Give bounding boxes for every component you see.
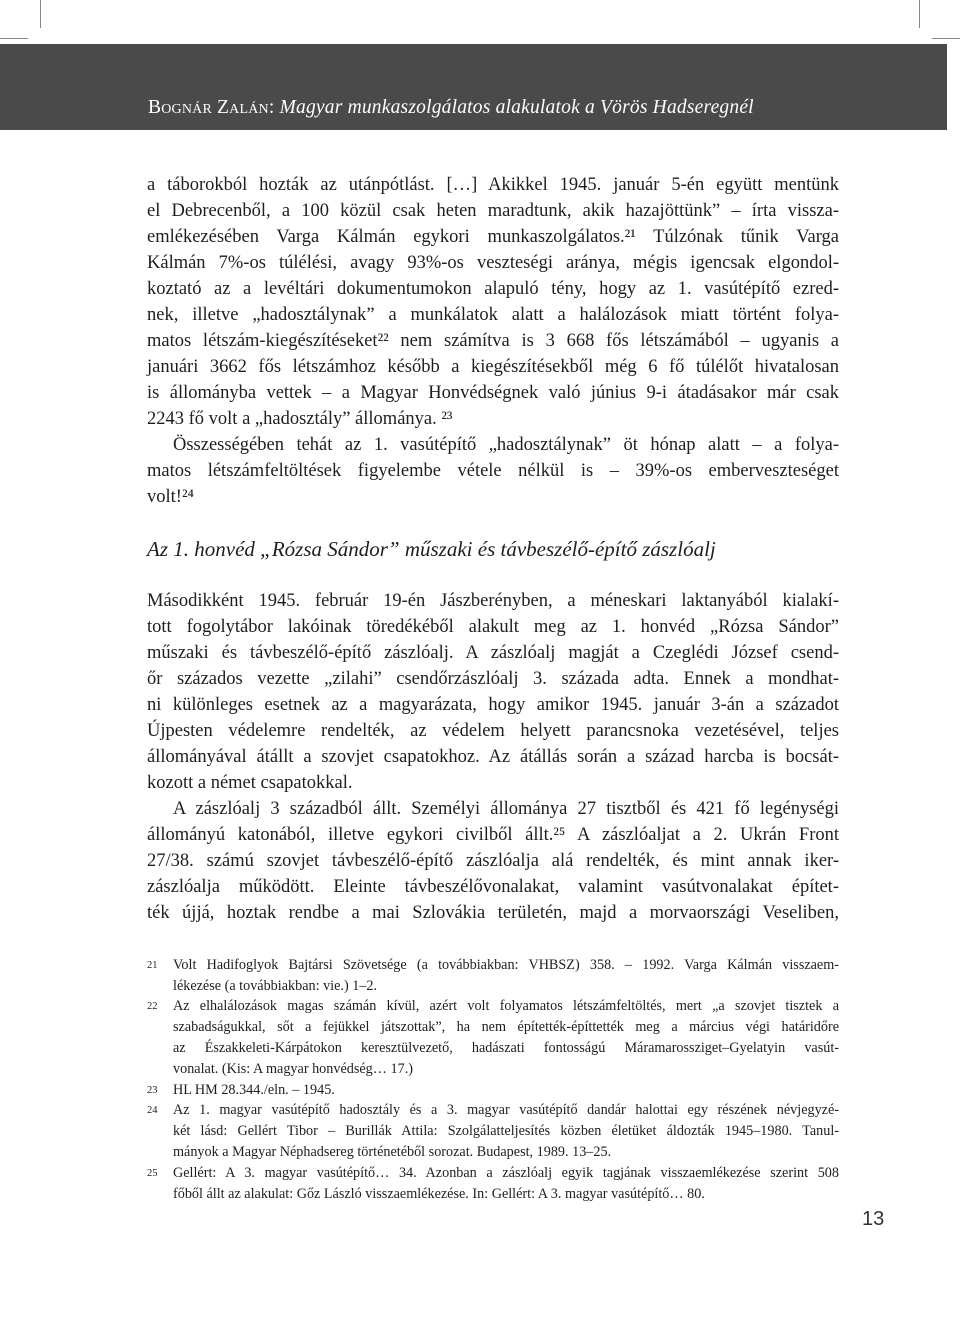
body-line: Összességében tehát az 1. vasútépítő „hadosztálynak” öt hónap alatt – a folya- (173, 435, 839, 455)
body-line: matos létszámfeltöltések figyelembe vétele nélkül is – 39%-os emberveszteséget (147, 461, 839, 481)
body-line: emlékezésében Varga Kálmán egykori munkaszolgálatos.²¹ Túlzónak tűnik Varga (147, 227, 839, 247)
crop-mark (919, 0, 920, 28)
body-line: a táborokból hozták az utánpótlást. […] Akikkel 1945. január 5-én együtt mentünk (147, 175, 839, 195)
body-line: matos létszám-kiegészítéseket²² nem számítva is 3 668 fős létszámából – ugyanis a (147, 331, 839, 351)
body-line: A zászlóalj 3 századból állt. Személyi állománya 27 tisztből és 421 fő legénységi (173, 799, 839, 819)
crop-mark (932, 38, 960, 39)
running-header (148, 97, 754, 119)
body-line: tott fogolytábor lakóinak töredékéből alakult meg az 1. honvéd „Rózsa Sándor” (147, 617, 839, 637)
body-line: állományával átállt a szovjet csapatokhoz. Az átállás során a század harcba is bocsát- (147, 747, 839, 767)
body-line: Kálmán 7%-os túlélési, avagy 93%-os veszteségi aránya, mégis igencsak elgondol- (147, 253, 839, 273)
body-line: 27/38. számú szovjet távbeszélő-építő zászlóalja alá rendelték, és mint annak iker- (147, 851, 839, 871)
footnote-number: 25 (147, 1168, 158, 1179)
footnote-number: 24 (147, 1105, 158, 1116)
header-author: Bognár Zalán: (148, 97, 275, 118)
body-line: is állományba vettek – a Magyar Honvédségnek való június 9-i átadásakor már csak (147, 383, 839, 403)
header-title: Magyar munkaszolgálatos alakulatok a Vörös Hadseregnél (279, 97, 754, 118)
crop-mark (40, 0, 41, 28)
footnote-line: Az 1. magyar vasútépítő hadosztály és a 3. magyar vasútépítő dandár halottai egy részének névjegyzé- (173, 1102, 839, 1118)
section-title: Az 1. honvéd „Rózsa Sándor” műszaki és távbeszélő-építő zászlóalj (147, 537, 716, 561)
crop-mark (0, 38, 28, 39)
footnote-line: mányok a Magyar Néphadsereg történetéből sorozat. Budapest, 1989. 13–25. (173, 1144, 612, 1160)
footnote-line: lékezése (a továbbiakban: vie.) 1–2. (173, 978, 378, 994)
footnote-number: 23 (147, 1085, 158, 1096)
footnote-line: két lásd: Gellért Tibor – Burillák Attila: Szolgálatteljesítés közben életüket áldozták 1945–1980. Tanul- (173, 1123, 839, 1139)
body-line: Másodikként 1945. február 19-én Jászberényben, a méneskari laktanyából kialakí- (147, 591, 839, 611)
body-line: 2243 fő volt a „hadosztály” állománya. ²³ (147, 409, 453, 429)
body-line: januári 3662 fős létszámhoz később a kiegészítésekből még 6 fő túlélőt hivatalosan (147, 357, 839, 377)
body-line: kozott a német csapatokkal. (147, 773, 353, 793)
body-line: őr százados vezette „zilahi” csendőrzászlóalj 3. százada adta. Ennek a mondhat- (147, 669, 839, 689)
footnote-line: Gellért: A 3. magyar vasútépítő… 34. Azonban a zászlóalj egyik tagjának visszaemlékezése szerint 508 (173, 1165, 839, 1181)
footnote-line: Volt Hadifoglyok Bajtársi Szövetsége (a továbbiakban: VHBSZ) 358. – 1992. Varga Kálmán visszaem- (173, 957, 839, 973)
body-line: állományú katonából, illetve egykori civilből állt.²⁵ A zászlóaljat a 2. Ukrán Front (147, 825, 839, 845)
footnote-number: 22 (147, 1001, 158, 1012)
body-line: el Debrecenből, a 100 közül csak heten maradtunk, akik hazajöttünk” – írta vissza- (147, 201, 839, 221)
body-line: ni különleges esetnek az a magyarázata, hogy amikor 1945. január 3-án a századot (147, 695, 839, 715)
footnote-line: vonalat. (Kis: A magyar honvédség… 17.) (173, 1061, 413, 1077)
body-line: ték újjá, hoztak rendbe a mai Szlovákia területén, majd a morvaországi Veseliben, (147, 903, 839, 923)
footnote-line: főből állt az alakulat: Gőz László visszaemlékezése. In: Gellért: A 3. magyar vasútépítő… 80. (173, 1186, 705, 1202)
body-line: zászlóalja működött. Eleinte távbeszélővonalakat, valamint vasútvonalakat építet- (147, 877, 839, 897)
body-line: műszaki és távbeszélő-építő zászlóalj. A zászlóalj magját a Czeglédi József csend- (147, 643, 839, 663)
page-number: 13 (862, 1208, 885, 1230)
footnote-line: szabadságukkal, sőt a fejükkel játszottak”, ha nem építették-építtették meg a március végi határidőre (173, 1019, 839, 1035)
body-line: nek, illetve „hadosztálynak” a munkálatok alatt a halálozások miatt történt folya- (147, 305, 839, 325)
footnote-line: HL HM 28.344./eln. – 1945. (173, 1082, 335, 1098)
body-line: volt!²⁴ (147, 487, 194, 507)
footnote-line: Az elhalálozások magas számán kívül, azért volt folyamatos létszámfeltöltés, mert „a szovjet tisztek a (173, 998, 839, 1014)
footnote-line: az Északkeleti-Kárpátokon keresztülvezető, hadászati fontosságú Máramarossziget–Gyelatyin vasút- (173, 1040, 839, 1056)
body-line: koztató az a levéltári dokumentumokon alapuló tény, hogy az 1. vasútépítő ezred- (147, 279, 839, 299)
footnote-number: 21 (147, 960, 158, 971)
body-line: Újpesten védelemre rendelték, az védelem helyett parancsnoka vezetésével, teljes (147, 721, 839, 741)
